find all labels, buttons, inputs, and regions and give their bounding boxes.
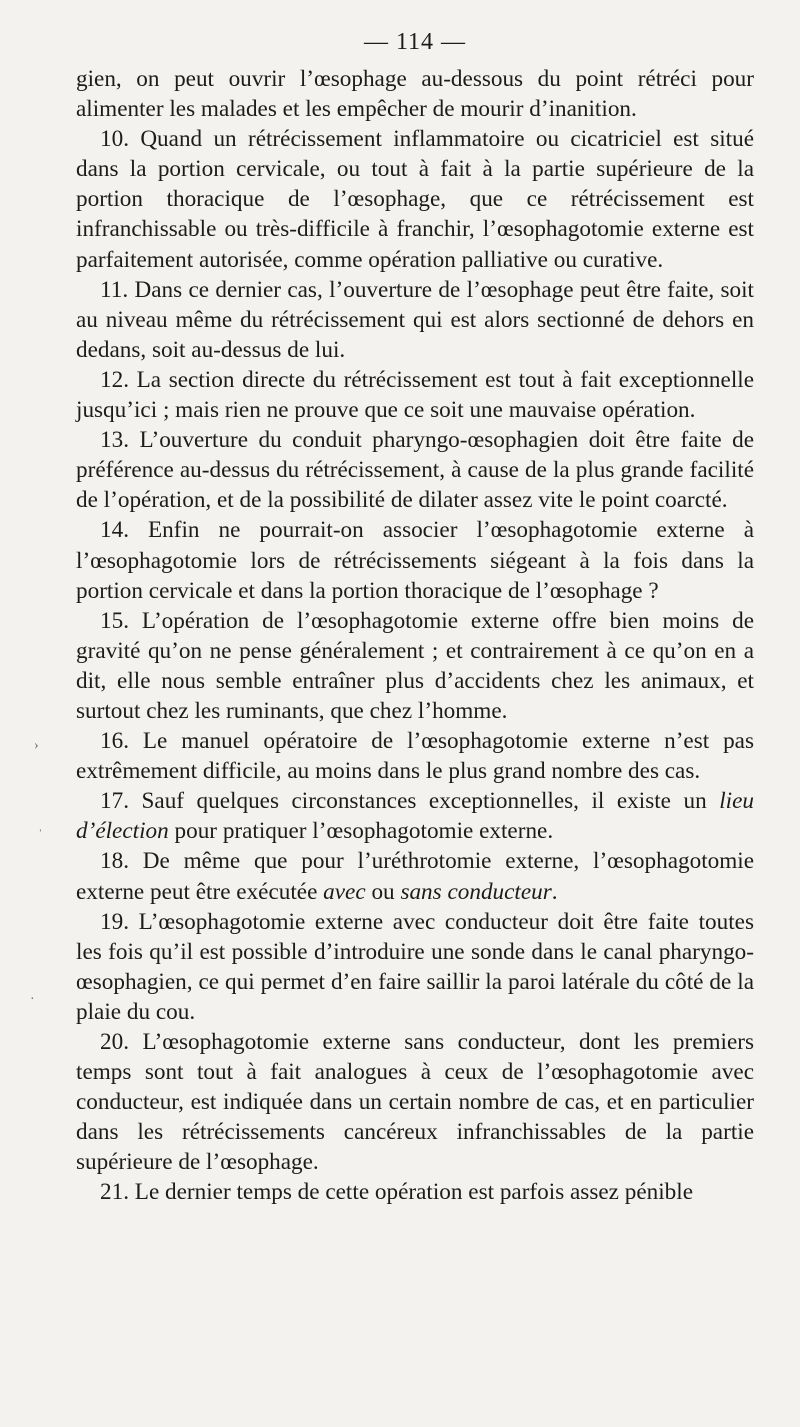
paragraph-21 xyxy=(76,1177,754,1207)
paragraph-text: L’ouverture du conduit pharyngo-œsophagien doit être faite de préférence au-dessus du rétrécissement, à cause de la plus grande facilité de l’opération, et de la possibilité de dilater assez vite le point coarcté. xyxy=(76,427,755,514)
paragraph-text: ou xyxy=(365,878,401,905)
paper-speck-mark: ˈ xyxy=(38,828,43,843)
paragraph-text: Sauf quelques circonstances exceptionnelles, il existe un xyxy=(141,788,720,815)
paragraph-text: pour pratiquer l’œsophagotomie externe. xyxy=(168,818,554,845)
paragraph-12 xyxy=(76,365,754,425)
paragraph-number: 17. xyxy=(100,788,129,815)
paragraph-text: L’œsophagotomie externe sans conducteur, dont les premiers temps sont tout à fait analogues à ceux de l’œsophagotomie avec conducteur, est indiquée dans un certain nombre de cas, et en particulier dans les rétrécissements cancéreux infranchissables de la partie supérieure de l’œsophage. xyxy=(76,1029,754,1176)
paragraph-text: De même que pour l’uréthrotomie externe, l’œsophagotomie externe peut être exécutée xyxy=(76,848,754,905)
paragraph-text: Enfin ne pourrait-on associer l’œsophagotomie externe à l’œsophagotomie lors de rétrécissements siégeant à la fois dans la portion cervicale et dans la portion thoracique de l’œsophage ? xyxy=(76,517,754,604)
paragraph-number: 21. xyxy=(100,1179,129,1206)
paragraph-continuation xyxy=(76,64,754,124)
paragraph-15 xyxy=(76,606,754,726)
paragraph-13 xyxy=(76,425,754,515)
paragraph-14 xyxy=(76,515,754,605)
paragraph-number: 19. xyxy=(100,908,129,935)
page-number: — 114 — xyxy=(363,29,467,55)
paragraph-11 xyxy=(76,275,754,365)
paper-speck-mark: › xyxy=(34,738,39,753)
paragraph-italic-term: sans conducteur xyxy=(400,878,552,905)
paper-speck-mark: · xyxy=(30,992,35,1007)
paragraph-number: 13. xyxy=(100,427,129,454)
paragraph-number: 12. xyxy=(100,366,129,393)
paragraph-text: L’œsophagotomie externe avec conducteur doit être faite toutes les fois qu’il est possible d’introduire une sonde dans le canal pharyngo-œsophagien, ce qui permet d’en faire saillir la paroi latérale du côté de la plaie du cou. xyxy=(76,908,754,1025)
paragraph-text: . xyxy=(551,878,558,905)
paragraph-number: 10. xyxy=(100,126,129,153)
paragraph-text: La section directe du rétrécissement est tout à fait exceptionnelle jusqu’ici ; mais rien ne prouve que ce soit une mauvaise opération. xyxy=(76,366,754,424)
paragraph-19 xyxy=(76,907,754,1027)
paragraph-16 xyxy=(76,726,754,786)
paragraph-text: Le manuel opératoire de l’œsophagotomie externe n’est pas extrêmement difficile, au moins dans le plus grand nombre des cas. xyxy=(76,728,754,785)
paragraph-number: 20. xyxy=(100,1029,129,1055)
paragraph-number: 14. xyxy=(100,517,129,544)
paragraph-number: 18. xyxy=(100,848,129,875)
paragraph-number: 11. xyxy=(100,276,129,303)
paragraph-number: 15. xyxy=(100,607,129,634)
paragraph-italic-term: lieu d’élection xyxy=(76,788,754,845)
paragraph-text: Dans ce dernier cas, l’ouverture de l’œsophage peut être faite, soit au niveau même du rétrécissement qui est alors sectionné de dehors en dedans, soit au-dessus de lui. xyxy=(76,276,755,363)
paragraph-20 xyxy=(76,1027,754,1177)
paragraph-17 xyxy=(76,786,754,846)
paragraph-10 xyxy=(76,124,754,274)
paragraph-italic-term: avec xyxy=(323,878,366,905)
paragraph-text: Quand un rétrécissement inflammatoire ou cicatriciel est situé dans la portion cervicale, ou tout à fait à la partie supérieure de la portion thoracique de l’œsophage, que ce rétrécissement est infranchissable ou très-difficile à franchir, l’œsophagotomie externe est parfaitement autorisée, comme opération palliative ou curative. xyxy=(76,126,754,273)
page-body xyxy=(76,64,754,1208)
paragraph-text: L’opération de l’œsophagotomie externe offre bien moins de gravité qu’on ne pense généralement ; et contrairement à ce qu’on en a dit, elle nous semble entraîner plus d’accidents chez les animaux, et surtout chez les ruminants, que chez l’homme. xyxy=(76,607,755,724)
paragraph-18 xyxy=(76,846,754,906)
paragraph-number: 16. xyxy=(100,728,129,755)
paragraph-text: Le dernier temps de cette opération est parfois assez pénible xyxy=(134,1179,693,1206)
paragraph-text: gien, on peut ouvrir l’œsophage au-dessous du point rétréci pour alimenter les malades et les empêcher de mourir d’inanition. xyxy=(76,66,754,123)
